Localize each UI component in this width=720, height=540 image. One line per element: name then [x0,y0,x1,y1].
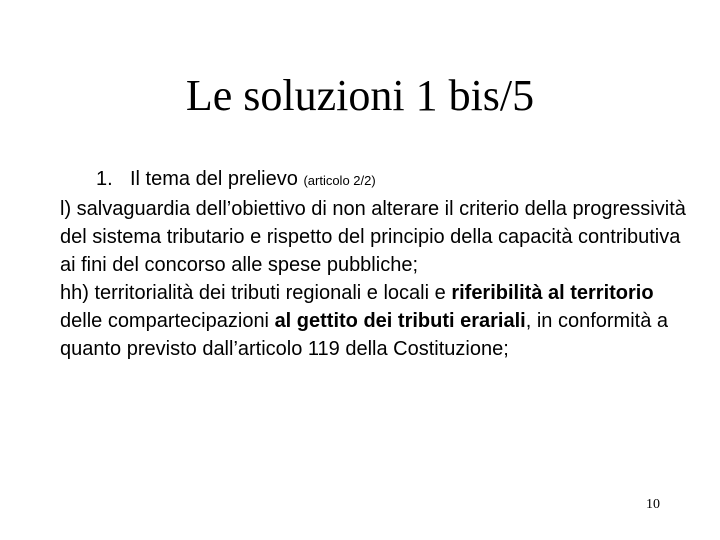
point-title: Il tema del prelievo [130,168,298,190]
slide-title: Le soluzioni 1 bis/5 [185,71,535,120]
item-hh-text-1: hh) territorialità dei tributi regionali e locali e [60,282,452,304]
item-hh-bold-2: al gettito dei tributi erariali [274,310,526,332]
point-reference: (articolo 2/2) [303,173,376,188]
item-hh-bold-1: riferibilità al territorio [451,282,654,304]
item-l-paragraph: l) salvaguardia dell’obiettivo di non alterare il criterio della progressività del sistema tributario e rispetto del principio della capacità contributiva ai fini del concorso alle spese pubbliche; [60,198,686,276]
item-hh-text-2: delle compartecipazioni [60,310,275,332]
slide-body [60,165,700,363]
page-number: 10 [646,497,660,512]
item-hh-text-3: , in conformità a quanto previsto dall’articolo 119 della Costituzione; [60,310,669,360]
item-hh-paragraph [60,279,700,363]
point-number: 1. [96,168,113,190]
point-heading [60,165,700,195]
